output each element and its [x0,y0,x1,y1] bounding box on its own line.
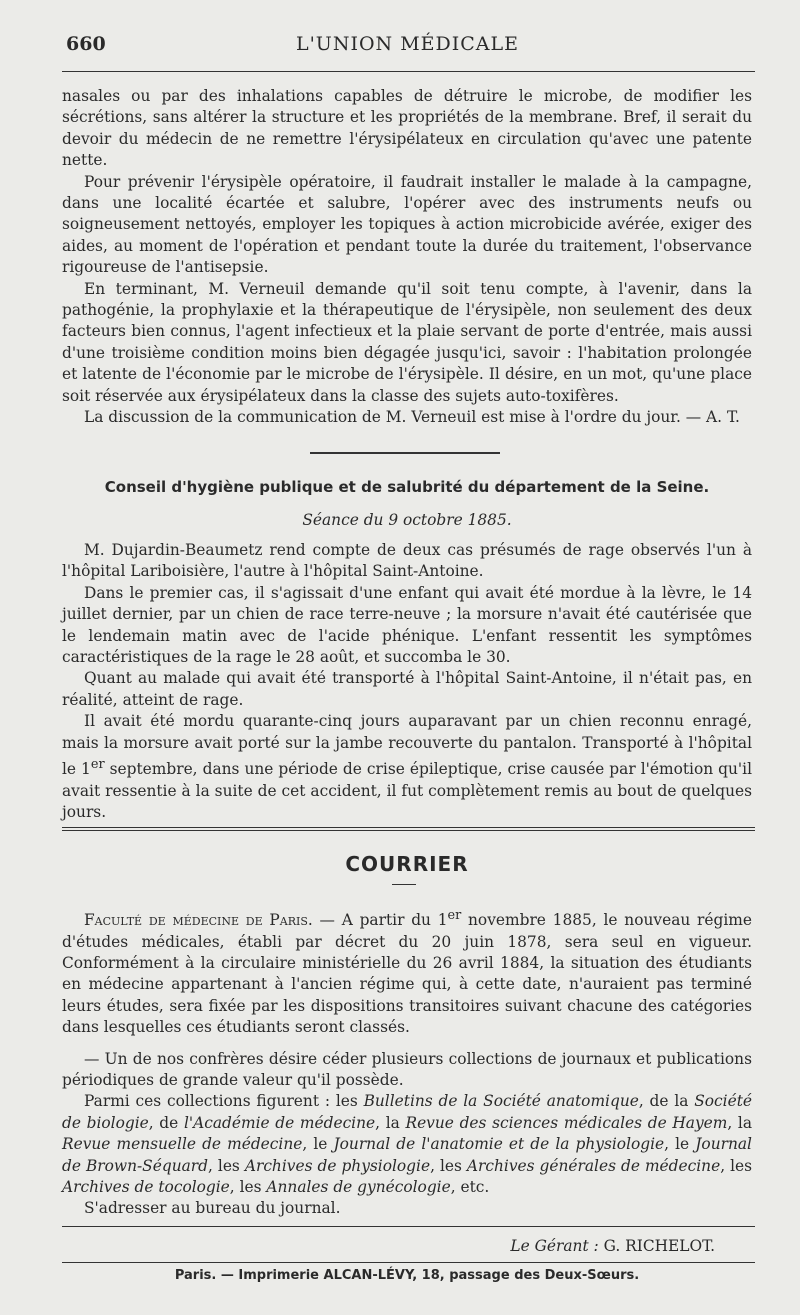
faculte-label: Faculté de médecine de Paris. [84,911,313,930]
courrier-paragraph-1 [62,905,752,1039]
p3-text-6: , le [302,1135,334,1154]
intro-paragraph-2: Pour prévenir l'érysipèle opératoire, il faudrait installer le malade à la campagne, dans une localité écartée et salubre, l'opérer avec des instruments neufs ou soigneusement nettoyés, employer les topiques à action microbicide avérée, exiger des aides, au moment de l'opération et pendant toute la durée du traitement, l'observance rigoureuse de l'antisepsie. [62,172,752,277]
p3-title-3: l'Académie de médecine [183,1113,376,1132]
p3-text-3: , de [148,1113,184,1132]
gerant-name: G. RICHELOT. [603,1237,715,1255]
footer-rule-top [62,1226,755,1227]
p3-text-8: , les [208,1156,245,1175]
courrier-top-rule [62,827,755,831]
p3-text-4: , la [375,1113,406,1132]
courrier-p1-sup: er [447,908,462,923]
conseil-paragraph-1: M. Dujardin-Beaumetz rend compte de deux cas présumés de rage observés l'un à l'hôpital Lariboisière, l'autre à l'hôpital Saint-Antoine. [62,541,752,581]
p3-title-5: Revue mensuelle de médecine [62,1135,303,1154]
page-number: 660 [66,33,106,55]
p3-title-1: Bulletins de la Société anatomique [363,1092,639,1111]
intro-paragraph-3: En terminant, M. Verneuil demande qu'il soit tenu compte, à l'avenir, dans la pathogénie, la prophylaxie et la thérapeutique de l'érysipèle, non seulement des deux facteurs bien connus, l'agent infectieux et la plaie servant de porte d'entrée, mais aussi d'une troisième condition moins bien dégagée jusqu'ici, savoir : l'habitation prolongée et latente de l'économie par le microbe de l'érysipèle. Il désire, en un mot, qu'une place soit réservée aux érysipélateux dans la classe des sujets auto-toxifères. [62,279,752,405]
intro-paragraph-1: nasales ou par des inhalations capables de détruire le microbe, de modifier les sécrétions, sans altérer la structure et les propriétés de la membrane. Bref, il serait du devoir du médecin de ne remettre l'érysipélateux en circulation qu'avec une patente nette. [62,87,752,170]
p3-title-2: Société de biologie [62,1092,752,1132]
courrier-p1-end: novembre 1885, le nouveau régime d'études médicales, établi par décret du 20 juin 1878, sera seul en vigueur. Conformément à la circulaire ministérielle du 26 avril 1884, la situation des étudiants en médecine appartenant à l'ancien régime qui, à cette date, n'auraient pas terminé leurs études, sera fixée par les dispositions transitoires suivant chacune des catégories dans lesquelles ces étudiants seront classés. [62,911,752,1037]
p3-title-6: Journal de l'anatomie et de la physiologie [333,1135,665,1154]
p3-text-2: , de la [638,1092,695,1111]
conseil-paragraph-2: Dans le premier cas, il s'agissait d'une enfant qui avait été mordue à la lèvre, le 14 juillet dernier, par un chien de race terre-neuve ; la morsure n'avait été cautérisée que le lendemain matin avec de l'acide phénique. L'enfant ressentit les symptômes caractéristiques de la rage le 28 août, et succomba le 30. [62,583,752,667]
conseil-title: Conseil d'hygiène publique et de salubrité du département de la Seine. [104,478,710,496]
courrier-underline [392,884,416,885]
courrier-paragraph-3 [62,1091,752,1198]
p3-text-7: , le [664,1135,696,1154]
footer-rule-bottom [62,1262,755,1263]
p3-text-10: , les [720,1156,753,1175]
intro-paragraph-4: La discussion de la communication de M. Verneuil est mise à l'ordre du jour. — A. T. [84,408,740,427]
p3-text-9: , les [430,1156,467,1175]
p3-title-4: Revue des sciences médicales de Hayem [405,1113,728,1132]
courrier-p1-start: — A partir du 1 [312,911,448,930]
conseil-p4-sup: er [90,757,105,773]
p3-title-10: Archives de tocologie [62,1178,230,1196]
conseil-section [62,540,752,823]
p3-text-12: , etc. [450,1178,490,1196]
header-rule [62,71,755,72]
conseil-p4-start: Il avait été mordu quarante-cinq jours auparavant par un chien reconnu enragé, mais la morsure avait porté sur la jambe recouverte du pantalon. Transporté à l'hôpital le 1 [62,712,752,779]
printer-imprint: Paris. — Imprimerie ALCAN-LÉVY, 18, passage des Deux-Sœurs. [174,1268,640,1283]
page-header [60,33,755,65]
p3-text-5: , la [727,1113,753,1132]
seance-date: Séance du 9 octobre 1885. [302,511,512,529]
conseil-paragraph-3: Quant au malade qui avait été transporté à l'hôpital Saint-Antoine, il n'était pas, en réalité, atteint de rage. [62,669,752,709]
conseil-p4-end: septembre, dans une période de crise épileptique, crise causée par l'émotion qu'il avait ressentie à la suite de cet accident, il fut complètement remis au bout de quelques jours. [62,760,752,821]
p3-title-7: Journal de Brown-Séquard [62,1135,752,1175]
courrier-section [62,905,752,1220]
journal-title: L'UNION MÉDICALE [295,33,520,55]
p3-text-11: , les [229,1178,267,1196]
p3-title-8: Archives de physiologie [244,1156,431,1175]
p3-title-9: Archives générales de médecine [466,1156,721,1175]
gerant-label: Le Gérant : [510,1237,599,1255]
intro-section [62,86,752,429]
p3-title-11: Annales de gynécologie [266,1178,451,1196]
p3-text-1: Parmi ces collections figurent : les [84,1092,364,1111]
courrier-paragraph-4: S'adresser au bureau du journal. [84,1199,341,1218]
gerant-signature [510,1237,715,1255]
courrier-title: COURRIER [345,852,469,876]
section-divider [310,452,500,454]
courrier-paragraph-2: — Un de nos confrères désire céder plusieurs collections de journaux et publications périodiques de grande valeur qu'il possède. [62,1049,752,1089]
conseil-paragraph-4 [62,711,752,823]
